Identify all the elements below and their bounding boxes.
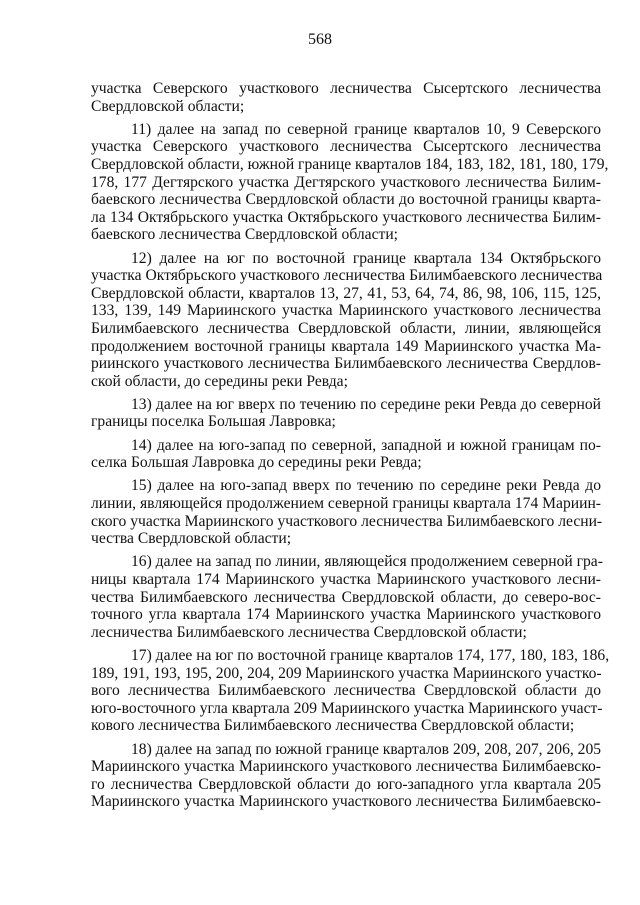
text-line: 18) далее на запад по южной границе кварталов 209, 208, 207, 206, 205 — [131, 740, 602, 758]
document-body — [91, 80, 610, 811]
text-line: точного угла квартала 174 Мариинского участка Мариинского участкового — [91, 606, 601, 624]
page-number: 568 — [308, 31, 332, 48]
text-line: ского участка Мариинского участкового лесничества Билимбаевского лесни- — [91, 512, 603, 530]
text-line: юго-восточного угла квартала 209 Мариинского участка Мариинского участ- — [91, 699, 603, 717]
text-line: вого лесничества Билимбаевского лесничества Свердловской области до — [91, 682, 601, 700]
paragraph-p13 — [91, 396, 601, 431]
text-line: риинского участкового лесничества Билимбаевского лесничества Свердлов- — [91, 355, 601, 373]
text-line: баевского лесничества Свердловской области до восточной границы кварта- — [91, 191, 601, 209]
text-line: ницы квартала 174 Мариинского участка Мариинского участкового лесни- — [91, 571, 601, 588]
text-line: чества Билимбаевского лесничества Свердловской области, до северо-вос- — [91, 588, 601, 606]
text-line: кового лесничества Билимбаевского лесничества Свердловской области; — [91, 717, 575, 735]
text-line: чества Свердловской области; — [91, 530, 292, 548]
text-line: участка Октябрьского участкового лесничества Билимбаевского лесничества — [91, 267, 603, 285]
text-line: 11) далее на запад по северной границе кварталов 10, 9 Северского — [131, 120, 601, 138]
text-line: Свердловской области, южной границе кварталов 184, 183, 182, 181, 180, 179, — [91, 155, 609, 173]
text-line: 189, 191, 193, 195, 200, 204, 209 Мариинского участка Мариинского участко- — [91, 664, 602, 682]
text-line: Билимбаевского лесничества Свердловской области, линии, являющейся — [91, 319, 601, 337]
text-line: селка Большая Лавровка до середины реки Ревда; — [91, 454, 422, 472]
text-line: 12) далее на юг по восточной границе квартала 134 Октябрьского — [131, 249, 601, 267]
text-line: 133, 139, 149 Мариинского участка Мариинского участкового лесничества — [91, 302, 601, 320]
text-line: участка Северского участкового лесничества Сысертского лесничества — [91, 138, 601, 156]
paragraph-p18 — [91, 741, 601, 811]
text-line: участка Северского участкового лесничества Сысертского лесничества — [91, 80, 601, 97]
paragraph-p11 — [91, 120, 609, 244]
text-line: Свердловской области, кварталов 13, 27, 41, 53, 64, 74, 86, 98, 106, 115, 125, — [91, 284, 601, 302]
text-line: продолжением восточной границы квартала 149 Мариинского участка Ма- — [91, 337, 601, 355]
text-line: Мариинского участка Мариинского участкового лесничества Билимбаевско- — [91, 758, 601, 776]
text-line: границы поселка Большая Лавровка; — [91, 413, 336, 431]
paragraph-p17 — [91, 646, 610, 735]
text-line: линии, являющейся продолжением северной границы квартала 174 Мариин- — [91, 495, 601, 513]
paragraph-p-lead — [91, 80, 601, 115]
text-line: 16) далее на запад по линии, являющейся продолжением северной гра- — [131, 553, 603, 571]
text-line: 178, 177 Дегтярского участка Дегтярского участкового лесничества Билим- — [91, 173, 601, 191]
paragraph-p15 — [91, 477, 601, 547]
paragraph-p16 — [91, 553, 601, 641]
text-line: Свердловской области; — [91, 97, 245, 115]
paragraph-p12 — [91, 250, 601, 391]
text-line: Мариинского участка Мариинского участкового лесничества Билимбаевско- — [91, 793, 601, 811]
text-line: 13) далее на юг вверх по течению по середине реки Ревда до северной — [131, 395, 601, 413]
text-line: лесничества Билимбаевского лесничества Свердловской области; — [91, 623, 527, 641]
text-line: го лесничества Свердловской области до юго-западного угла квартала 205 — [91, 775, 601, 793]
text-line: 14) далее на юго-запад по северной, западной и южной границам по- — [131, 436, 601, 454]
text-line: ской области, до середины реки Ревда; — [91, 372, 348, 390]
text-line: баевского лесничества Свердловской области; — [91, 226, 398, 244]
text-line: 15) далее на юго-запад вверх по течению по середине реки Ревда до — [131, 477, 601, 495]
paragraph-p14 — [91, 437, 601, 472]
text-line: 17) далее на юг по восточной границе кварталов 174, 177, 180, 183, 186, — [131, 646, 610, 664]
text-line: ла 134 Октябрьского участка Октябрьского участкового лесничества Билим- — [91, 208, 601, 226]
